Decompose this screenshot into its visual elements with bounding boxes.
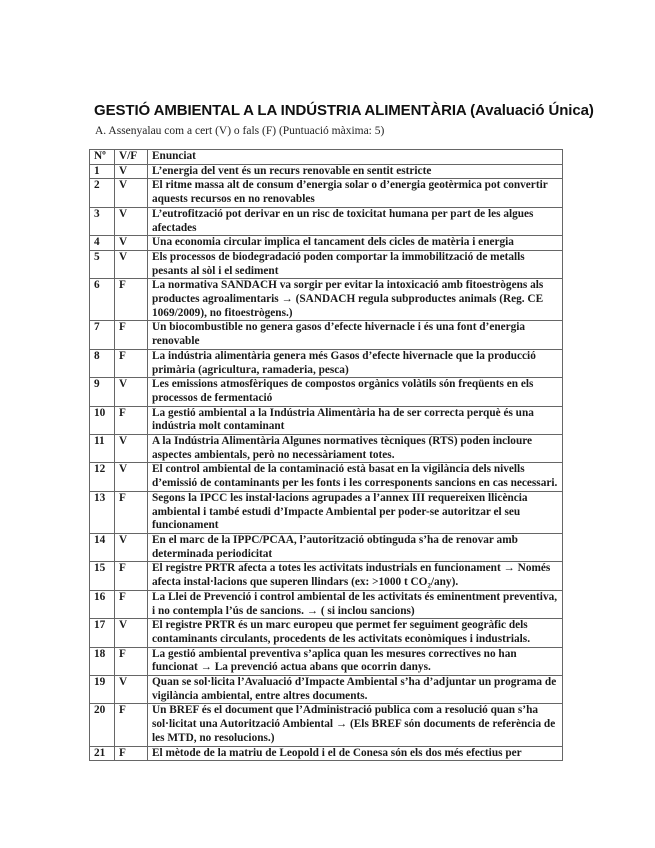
row-answer: F xyxy=(115,647,148,675)
table-row xyxy=(90,207,563,235)
row-number: 13 xyxy=(90,491,115,533)
row-statement: En el marc de la IPPC/PCAA, l’autorització obtinguda s’ha de renovar amb determinada periodicitat xyxy=(148,533,563,561)
row-statement: Les emissions atmosfèriques de compostos orgànics volàtils són freqüents en els processos de fermentació xyxy=(148,378,563,406)
row-statement: El mètode de la matriu de Leopold i el de Conesa són els dos més efectius per xyxy=(148,746,563,761)
table-header-row xyxy=(90,150,563,165)
row-answer: V xyxy=(115,676,148,704)
row-statement: Els processos de biodegradació poden comportar la immobilització de metalls pesants al sòl i el sediment xyxy=(148,250,563,278)
header-vf: V/F xyxy=(115,150,148,165)
row-answer: V xyxy=(115,619,148,647)
row-statement: El registre PRTR és un marc europeu que permet fer seguiment geogràfic dels contaminants circulants, procedents de les activitats econòmiques i industrials. xyxy=(148,619,563,647)
row-answer: F xyxy=(115,349,148,377)
row-statement: El ritme massa alt de consum d’energia solar o d’energia geotèrmica pot convertir aquests recursos en no renovables xyxy=(148,179,563,207)
table-row xyxy=(90,647,563,675)
table-row xyxy=(90,533,563,561)
row-number: 9 xyxy=(90,378,115,406)
row-number: 15 xyxy=(90,562,115,590)
row-statement: A la Indústria Alimentària Algunes normatives tècniques (RTS) poden incloure aspectes ambientals, però no necessàriament totes. xyxy=(148,435,563,463)
row-number: 8 xyxy=(90,349,115,377)
table-row xyxy=(90,463,563,491)
row-number: 19 xyxy=(90,676,115,704)
row-number: 7 xyxy=(90,321,115,349)
row-number: 12 xyxy=(90,463,115,491)
table-row xyxy=(90,321,563,349)
row-number: 2 xyxy=(90,179,115,207)
row-answer: F xyxy=(115,491,148,533)
document-title: GESTIÓ AMBIENTAL A LA INDÚSTRIA ALIMENTÀRIA (Avaluació Única) xyxy=(94,102,594,119)
table-row xyxy=(90,378,563,406)
row-answer: F xyxy=(115,279,148,321)
row-statement: Una economia circular implica el tancament dels cicles de matèria i energia xyxy=(148,236,563,251)
row-statement: La indústria alimentària genera més Gasos d’efecte hivernacle que la producció primària (agricultura, ramaderia, pesca) xyxy=(148,349,563,377)
table-row xyxy=(90,349,563,377)
table-row xyxy=(90,562,563,590)
table-row xyxy=(90,435,563,463)
row-number: 11 xyxy=(90,435,115,463)
row-statement: L’eutrofització pot derivar en un risc de toxicitat humana per part de les algues afectades xyxy=(148,207,563,235)
row-answer: V xyxy=(115,236,148,251)
row-statement: La Llei de Prevenció i control ambiental de les activitats és eminentment preventiva, i no contempla l’ús de sancions. → ( si inclou sancions) xyxy=(148,590,563,618)
row-number: 5 xyxy=(90,250,115,278)
table-row xyxy=(90,590,563,618)
row-number: 1 xyxy=(90,164,115,179)
row-answer: V xyxy=(115,378,148,406)
row-answer: F xyxy=(115,321,148,349)
row-statement: La gestió ambiental preventiva s’aplica quan les mesures correctives no han funcionat → La prevenció actua abans que ocorrin danys. xyxy=(148,647,563,675)
row-answer: V xyxy=(115,533,148,561)
table-row xyxy=(90,279,563,321)
row-answer: F xyxy=(115,562,148,590)
document-subtitle: A. Assenyalau com a cert (V) o fals (F) (Puntuació màxima: 5) xyxy=(95,125,385,137)
table-body xyxy=(90,164,563,761)
row-number: 4 xyxy=(90,236,115,251)
table-row xyxy=(90,179,563,207)
row-number: 21 xyxy=(90,746,115,761)
row-answer: F xyxy=(115,704,148,746)
row-number: 16 xyxy=(90,590,115,618)
table-row xyxy=(90,236,563,251)
table-row xyxy=(90,746,563,761)
table-row xyxy=(90,676,563,704)
row-statement: Un BREF és el document que l’Administració publica com a resolució quan s’ha sol·licitat una Autorització Ambiental → (Els BREF són documents de referència de les MTD, no resolucions.) xyxy=(148,704,563,746)
row-number: 17 xyxy=(90,619,115,647)
row-answer: V xyxy=(115,179,148,207)
row-statement: La normativa SANDACH va sorgir per evitar la intoxicació amb fitoestrògens als productes agroalimentaris → (SANDACH regula subproductes animals (Reg. CE 1069/2009), no fitoestrògens.) xyxy=(148,279,563,321)
row-statement: El control ambiental de la contaminació està basat en la vigilància dels nivells d’emissió de contaminants per les fonts i les corresponents sancions en cas necessari. xyxy=(148,463,563,491)
row-answer: V xyxy=(115,207,148,235)
table-row xyxy=(90,704,563,746)
row-answer: V xyxy=(115,463,148,491)
row-statement: L’energia del vent és un recurs renovable en sentit estricte xyxy=(148,164,563,179)
row-answer: F xyxy=(115,590,148,618)
row-number: 10 xyxy=(90,406,115,434)
header-statement: Enunciat xyxy=(148,150,563,165)
table-row xyxy=(90,491,563,533)
row-answer: V xyxy=(115,435,148,463)
row-number: 6 xyxy=(90,279,115,321)
header-number: Nº xyxy=(90,150,115,165)
row-answer: F xyxy=(115,746,148,761)
row-answer: F xyxy=(115,406,148,434)
row-statement: Un biocombustible no genera gasos d’efecte hivernacle i és una font d’energia renovable xyxy=(148,321,563,349)
row-number: 20 xyxy=(90,704,115,746)
row-answer: V xyxy=(115,250,148,278)
row-statement: Quan se sol·licita l’Avaluació d’Impacte Ambiental s’ha d’adjuntar un programa de vigilància ambiental, entre altres documents. xyxy=(148,676,563,704)
row-number: 18 xyxy=(90,647,115,675)
row-answer: V xyxy=(115,164,148,179)
questions-table xyxy=(89,149,563,761)
table-row xyxy=(90,406,563,434)
row-statement: Segons la IPCC les instal·lacions agrupades a l’annex III requereixen llicència ambiental i també estudi d’Impacte Ambiental per poder-se autoritzar el seu funcionament xyxy=(148,491,563,533)
table-row xyxy=(90,164,563,179)
row-number: 3 xyxy=(90,207,115,235)
row-statement: El registre PRTR afecta a totes les activitats industrials en funcionament → Només afecta instal·lacions que superen llindars (ex: >1000 t CO₂/any). xyxy=(148,562,563,590)
table-row xyxy=(90,250,563,278)
table-row xyxy=(90,619,563,647)
row-statement: La gestió ambiental a la Indústria Alimentària ha de ser correcta perquè és una indústria molt contaminant xyxy=(148,406,563,434)
row-number: 14 xyxy=(90,533,115,561)
